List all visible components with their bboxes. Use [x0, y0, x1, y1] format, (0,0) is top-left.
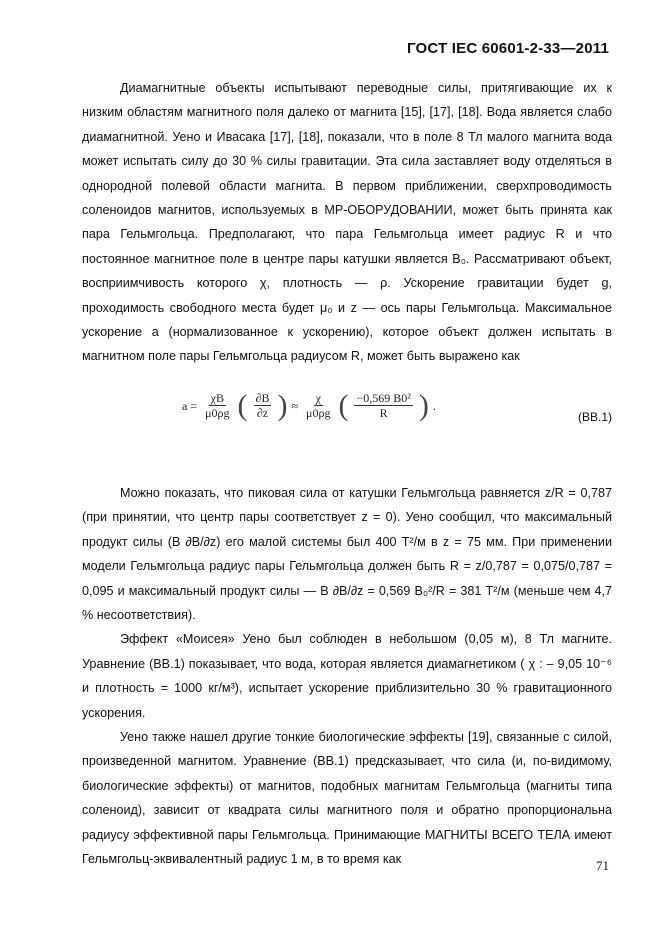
equation-lhs: a =	[182, 398, 198, 413]
fraction-denominator: μ0ρg	[205, 406, 230, 421]
fraction-numerator: χB	[210, 391, 224, 406]
paragraph-4: Уено также нашел другие тонкие биологические эффекты [19], связанные с силой, произведенной магнитом. Уравнение (ВВ.1) предсказывает, что сила (и, по-видимому, биологические эффекты) от магнитов, подобных магнитам Гельмгольца (магниты типа соленоид), зависит от квадрата силы магнитного поля и обратно пропорциональна радиусу эффективной пары Гельмгольца. Принимающие МАГНИТЫ ВСЕГО ТЕЛА имеют Гельмгольц-эквивалентный радиус 1 м, в то время как	[82, 729, 612, 866]
page-number: 71	[596, 858, 609, 873]
fraction-numerator: −0,569 B0²	[356, 391, 411, 406]
fraction-chi-b	[203, 391, 231, 420]
left-paren: (	[237, 388, 248, 422]
approx-sign: ≈	[291, 398, 299, 413]
fraction-denominator: ∂z	[256, 406, 269, 421]
paragraph-1: Диамагнитные объекты испытывают переводные силы, притягивающие их к низким областям магнитного поля далеко от магнита [15], [17], [18]. Вода является слабо диамагнитной. Уено и Ивасака [17], [18], показали, что в поле 8 Тл малого магнита вода может испытать силу до 30 % силы гравитации. Эта сила заставляет воду отделяться в однородной полевой области магнита. В первом приближении, сверхпроводимость соленоидов магнитов, используемых в МР-ОБОРУДОВАНИИ, может быть принята как пара Гельмгольца. Предполагают, что пара Гельмгольца имеет радиус R и что постоянное магнитное поле в центре пары катушки является B₀. Рассматривают объект, восприимчивость которого χ, плотность — ρ. Ускорение гравитации будет g, проходимость свободного места будет μ₀ и z — ось пары Гельмгольца. Максимальное ускорение a (нормализованное к ускорению), которое объект должен испытать в магнитном поле пары Гельмгольца радиусом R, может быть выражено как	[82, 81, 612, 364]
equation-label: (ВВ.1)	[577, 409, 612, 424]
page-body	[82, 76, 612, 871]
fraction-denominator: R	[379, 406, 388, 421]
fraction-numerator: χ	[315, 391, 321, 406]
fraction-gradient	[254, 391, 272, 420]
equation-block	[82, 379, 612, 469]
equation-end: .	[432, 398, 436, 413]
document-header: ГОСТ IEC 60601-2-33—2011	[406, 40, 609, 57]
fraction-chi	[304, 391, 332, 420]
right-paren: )	[277, 388, 288, 422]
right-paren: )	[418, 388, 429, 422]
paragraph-2: Можно показать, что пиковая сила от катушки Гельмгольца равняется z/R = 0,787 (при принятии, что центр пары соответствует z = 0). Уено сообщил, что максимальный продукт силы (B ∂B/∂z) его малой системы был 400 Т²/м в z = 75 мм. При применении модели Гельмгольца радиус пары Гельмгольца должен быть R = z/0,787 = 0,075/0,787 = 0,095 и максимальный продукт силы — B ∂B/∂z = 0,569 B₀²/R = 381 Т²/м (меньше чем 4,7 % несоответствия).	[82, 485, 612, 622]
fraction-denominator: μ0ρg	[306, 406, 331, 421]
fraction-numerator: ∂B	[255, 391, 270, 406]
left-paren: (	[338, 388, 349, 422]
fraction-b0-r	[354, 391, 412, 420]
paragraph-3: Эффект «Моисея» Уено был соблюден в небольшом (0,05 м), 8 Тл магните. Уравнение (ВВ.1) показывает, что вода, которая является диамагнетиком ( χ : – 9,05 10⁻⁶ и плотность = 1000 кг/м³), испытает ускорение приблизительно 30 % гравитационного ускорения.	[82, 632, 612, 720]
equation-formula	[182, 388, 436, 422]
